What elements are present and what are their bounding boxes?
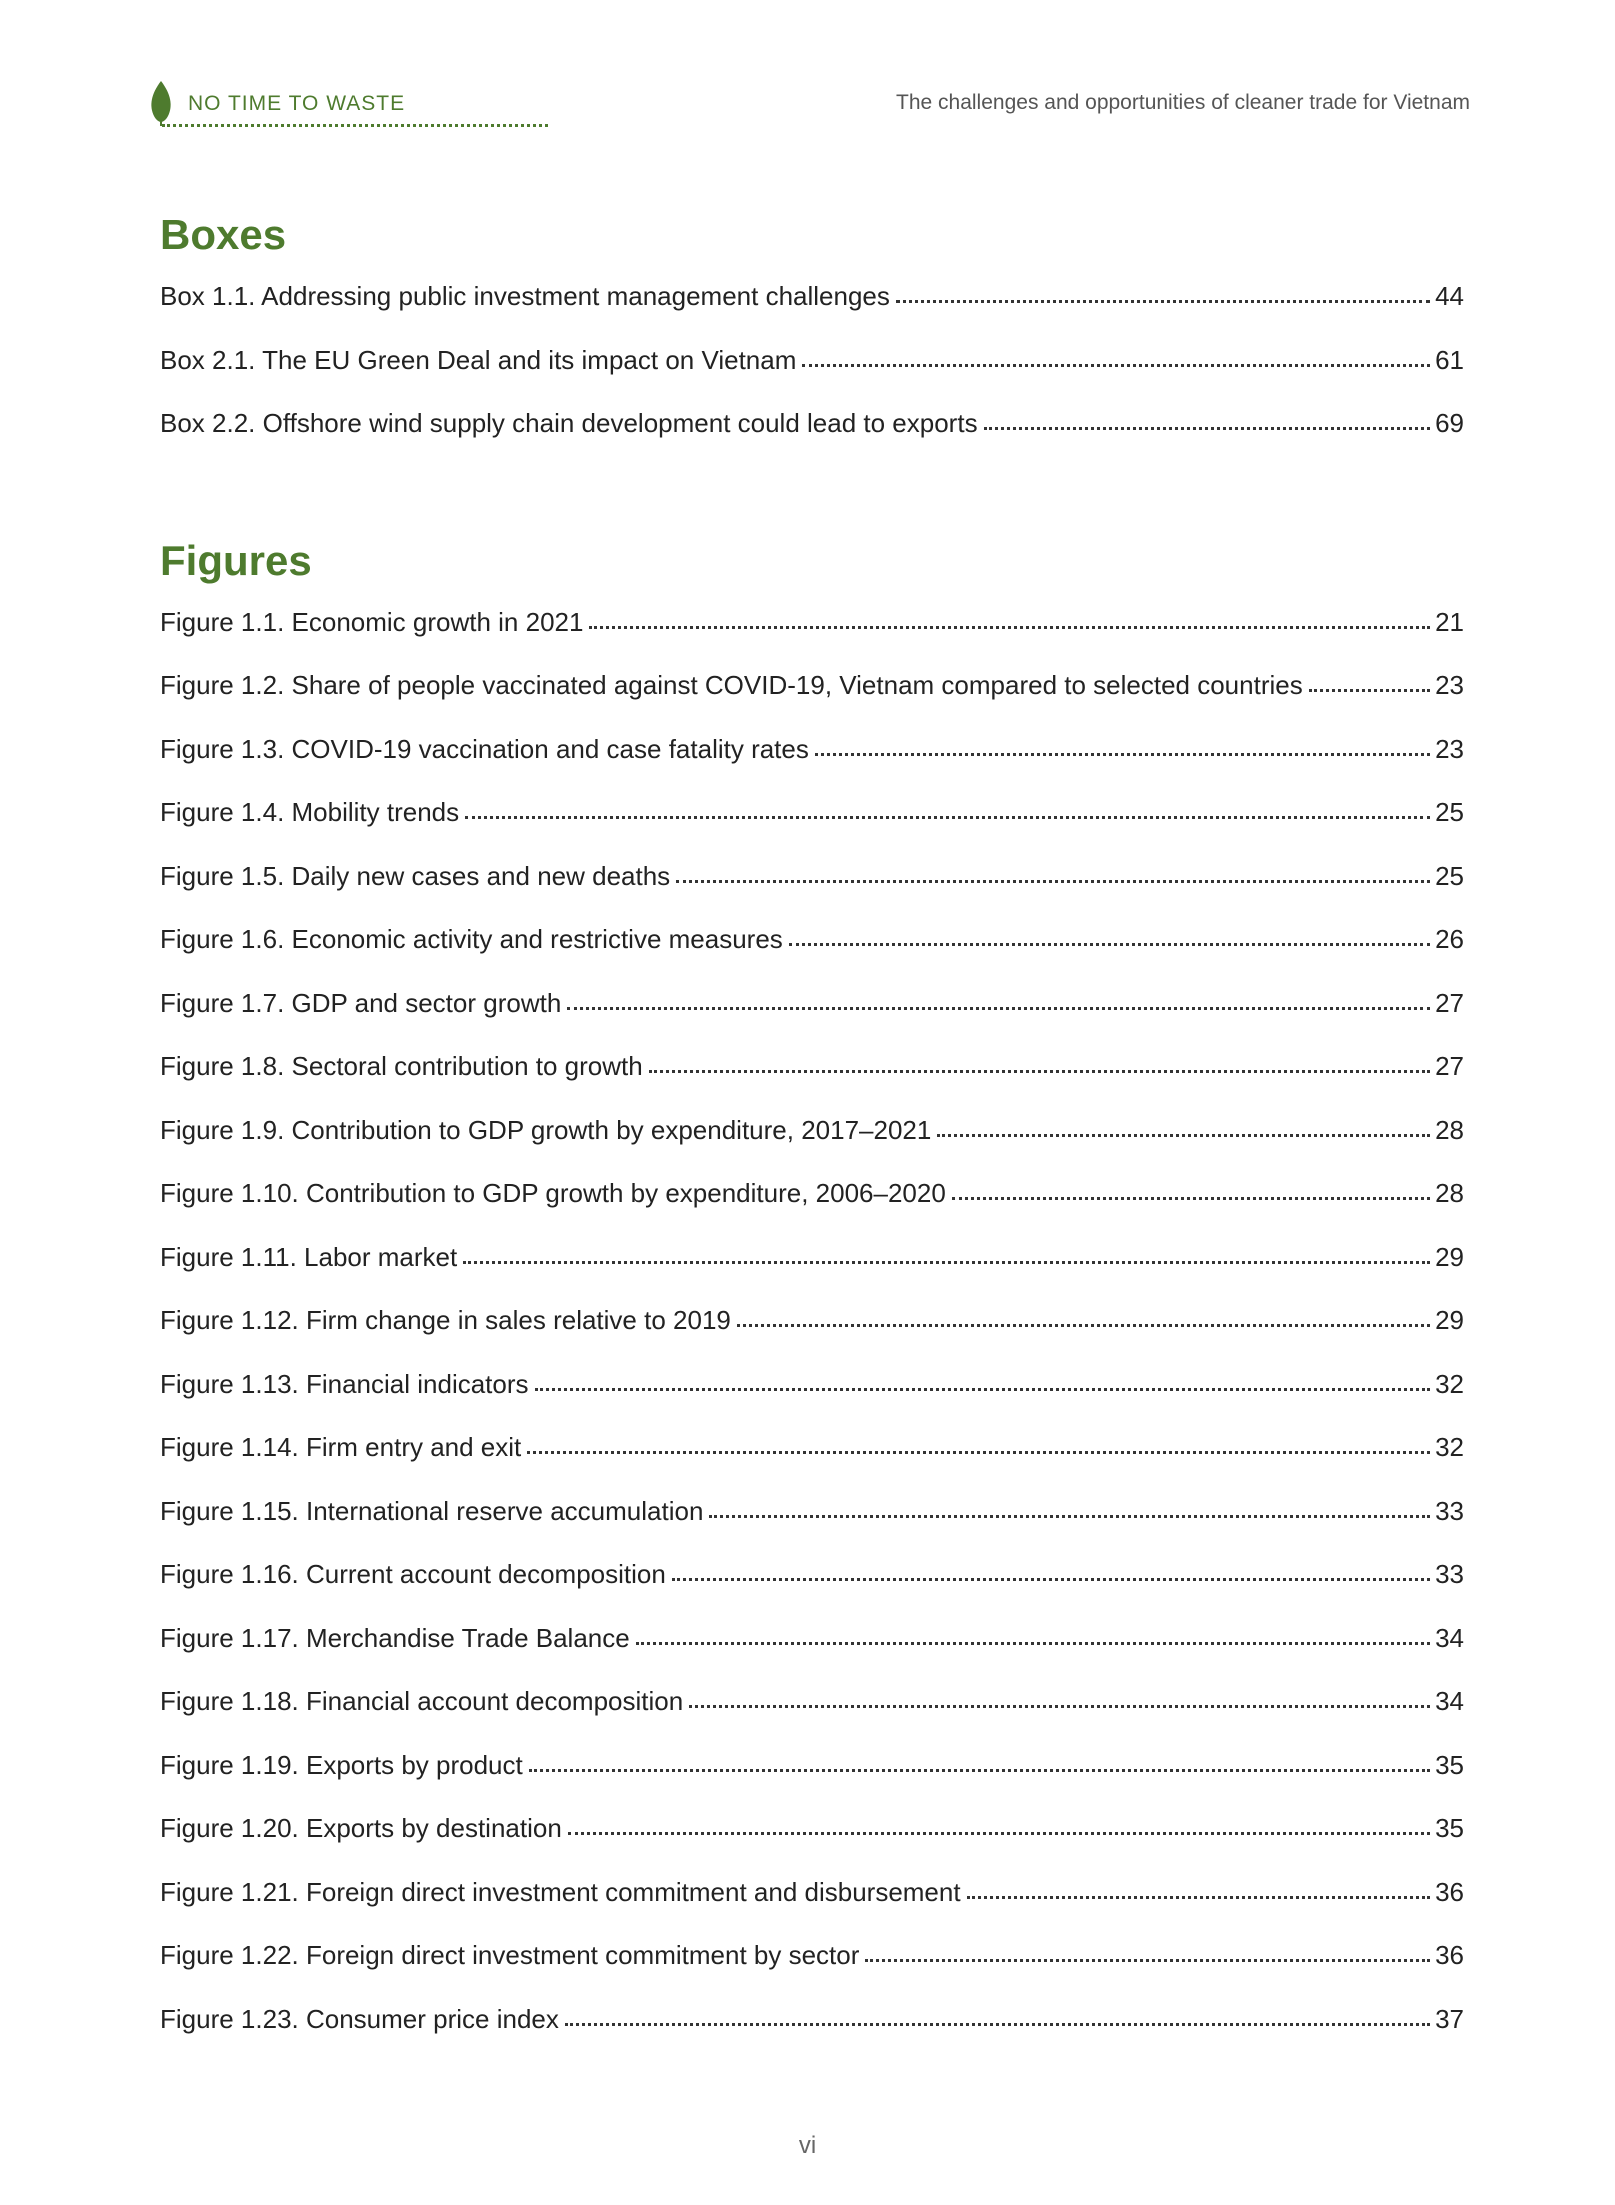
- figure-entry[interactable]: [160, 1480, 1464, 1544]
- figure-entry-page: 28: [1435, 1114, 1464, 1145]
- figure-entry-label: Figure 1.1. Economic growth in 2021: [160, 606, 584, 637]
- figure-entry-label: Figure 1.10. Contribution to GDP growth by expenditure, 2006–2020: [160, 1178, 946, 1208]
- figure-entry[interactable]: [160, 718, 1464, 782]
- figure-entry-label: Figure 1.3. COVID-19 vaccination and case fatality rates: [160, 733, 809, 764]
- figure-entry-page: 34: [1435, 1622, 1464, 1653]
- dot-leader: [649, 1070, 1430, 1073]
- dot-leader: [865, 1959, 1430, 1962]
- figure-entry-page: 23: [1435, 670, 1464, 700]
- figure-entry[interactable]: [160, 845, 1464, 909]
- figure-entry[interactable]: [160, 1353, 1464, 1417]
- figure-entry-page: 27: [1435, 1051, 1464, 1081]
- figure-entry-label: Figure 1.22. Foreign direct investment commitment by sector: [160, 1940, 860, 1970]
- figure-entry[interactable]: [160, 1607, 1464, 1671]
- figure-entry[interactable]: [160, 1226, 1464, 1290]
- figure-entry[interactable]: [160, 1924, 1464, 1988]
- figure-entry-label: Figure 1.20. Exports by destination: [160, 1813, 562, 1843]
- figure-entry-label: Figure 1.8. Sectoral contribution to growth: [160, 1051, 643, 1081]
- dot-leader: [529, 1769, 1430, 1772]
- figure-entry-page: 32: [1435, 1432, 1464, 1462]
- figure-entry-page: 33: [1435, 1495, 1464, 1526]
- brand-name: NO TIME TO WASTE: [188, 92, 406, 115]
- figure-entry-page: 36: [1435, 1940, 1464, 1970]
- figure-entry[interactable]: [160, 1162, 1464, 1226]
- figure-entry-label: Figure 1.11. Labor market: [160, 1241, 458, 1272]
- page-number: vi: [798, 2132, 817, 2159]
- figure-entry-label: Figure 1.23. Consumer price index: [160, 2003, 559, 2034]
- dot-leader: [952, 1197, 1430, 1200]
- figure-entry-label: Figure 1.12. Firm change in sales relative to 2019: [160, 1305, 731, 1335]
- figure-entry-label: Figure 1.19. Exports by product: [160, 1749, 523, 1780]
- figure-entry[interactable]: [160, 1416, 1464, 1480]
- figure-entry[interactable]: [160, 654, 1464, 718]
- figure-entry-page: 23: [1435, 733, 1464, 764]
- box-entry-page: 61: [1435, 344, 1464, 375]
- dot-leader: [565, 2023, 1430, 2026]
- figure-entry-label: Figure 1.14. Firm entry and exit: [160, 1432, 522, 1462]
- dot-leader: [967, 1896, 1430, 1899]
- figure-entry-label: Figure 1.17. Merchandise Trade Balance: [160, 1622, 630, 1653]
- box-entry-label: Box 2.1. The EU Green Deal and its impact on Vietnam: [160, 344, 797, 375]
- figure-entry[interactable]: [160, 1289, 1464, 1353]
- figure-entry-label: Figure 1.13. Financial indicators: [160, 1368, 529, 1399]
- figure-entry-label: Figure 1.2. Share of people vaccinated against COVID-19, Vietnam compared to selected countries: [160, 670, 1303, 700]
- figure-entry-page: 34: [1435, 1686, 1464, 1716]
- figure-entry-page: 25: [1435, 860, 1464, 891]
- figure-entry-page: 25: [1435, 797, 1464, 827]
- boxes-list: [160, 265, 1464, 456]
- dot-leader: [984, 427, 1430, 430]
- figure-entry-page: 28: [1435, 1178, 1464, 1208]
- dot-leader: [815, 753, 1430, 756]
- dot-leader: [463, 1261, 1430, 1264]
- figure-entry[interactable]: [160, 1670, 1464, 1734]
- table-of-contents: [160, 205, 1464, 2051]
- figure-entry-label: Figure 1.9. Contribution to GDP growth by expenditure, 2017–2021: [160, 1114, 932, 1145]
- figure-entry-page: 36: [1435, 1876, 1464, 1907]
- dot-leader: [676, 880, 1430, 883]
- figure-entry-label: Figure 1.7. GDP and sector growth: [160, 987, 562, 1018]
- figure-entry[interactable]: [160, 1035, 1464, 1099]
- figure-entry-page: 33: [1435, 1559, 1464, 1589]
- page-header: [148, 68, 1470, 128]
- dot-leader: [672, 1578, 1430, 1581]
- figure-entry-label: Figure 1.18. Financial account decomposition: [160, 1686, 684, 1716]
- leaf-icon: [148, 80, 174, 126]
- dot-leader: [737, 1324, 1430, 1327]
- boxes-section: [160, 205, 1464, 456]
- dot-leader: [709, 1515, 1430, 1518]
- box-entry-label: Box 2.2. Offshore wind supply chain development could lead to exports: [160, 408, 978, 438]
- figures-section: [160, 531, 1464, 2052]
- figure-entry-page: 26: [1435, 924, 1464, 954]
- figure-entry-page: 27: [1435, 987, 1464, 1018]
- figure-entry-label: Figure 1.5. Daily new cases and new deaths: [160, 860, 671, 891]
- dot-leader: [937, 1134, 1430, 1137]
- figure-entry[interactable]: [160, 781, 1464, 845]
- figure-entry-page: 35: [1435, 1813, 1464, 1843]
- figure-entry[interactable]: [160, 1734, 1464, 1798]
- box-entry-page: 69: [1435, 408, 1464, 438]
- figure-entry[interactable]: [160, 1988, 1464, 2052]
- figure-entry[interactable]: [160, 1861, 1464, 1925]
- figure-entry[interactable]: [160, 1797, 1464, 1861]
- figures-list: [160, 591, 1464, 2052]
- figure-entry-page: 32: [1435, 1368, 1464, 1399]
- figure-entry[interactable]: [160, 908, 1464, 972]
- figure-entry-label: Figure 1.15. International reserve accumulation: [160, 1495, 704, 1526]
- boxes-heading: Boxes: [160, 211, 287, 258]
- figure-entry-label: Figure 1.6. Economic activity and restrictive measures: [160, 924, 783, 954]
- report-title: The challenges and opportunities of cleaner trade for Vietnam: [896, 91, 1470, 114]
- dot-leader: [689, 1705, 1430, 1708]
- figure-entry-page: 29: [1435, 1305, 1464, 1335]
- figure-entry-label: Figure 1.16. Current account decomposition: [160, 1559, 666, 1589]
- dot-leader: [567, 1007, 1430, 1010]
- box-entry-label: Box 1.1. Addressing public investment management challenges: [160, 281, 890, 311]
- dot-leader: [802, 364, 1430, 367]
- figure-entry[interactable]: [160, 1099, 1464, 1163]
- box-entry-page: 44: [1435, 281, 1464, 311]
- dot-leader: [789, 943, 1430, 946]
- box-entry[interactable]: [160, 329, 1464, 393]
- dot-leader: [568, 1832, 1430, 1835]
- brand-underline: [162, 124, 548, 127]
- dot-leader: [589, 626, 1430, 629]
- figure-entry-page: 37: [1435, 2003, 1464, 2034]
- figure-entry-label: Figure 1.4. Mobility trends: [160, 797, 460, 827]
- dot-leader: [535, 1388, 1430, 1391]
- figure-entry-page: 21: [1435, 606, 1464, 637]
- dot-leader: [527, 1451, 1430, 1454]
- dot-leader: [465, 816, 1430, 819]
- figure-entry[interactable]: [160, 1543, 1464, 1607]
- figure-entry[interactable]: [160, 972, 1464, 1036]
- figures-heading: Figures: [160, 536, 312, 584]
- box-entry[interactable]: [160, 392, 1464, 456]
- figure-entry-label: Figure 1.21. Foreign direct investment commitment and disbursement: [160, 1876, 961, 1907]
- dot-leader: [636, 1642, 1430, 1645]
- figure-entry-page: 35: [1435, 1749, 1464, 1780]
- dot-leader: [1309, 689, 1430, 692]
- dot-leader: [896, 300, 1430, 303]
- box-entry[interactable]: [160, 265, 1464, 329]
- figure-entry-page: 29: [1435, 1241, 1464, 1272]
- figure-entry[interactable]: [160, 591, 1464, 655]
